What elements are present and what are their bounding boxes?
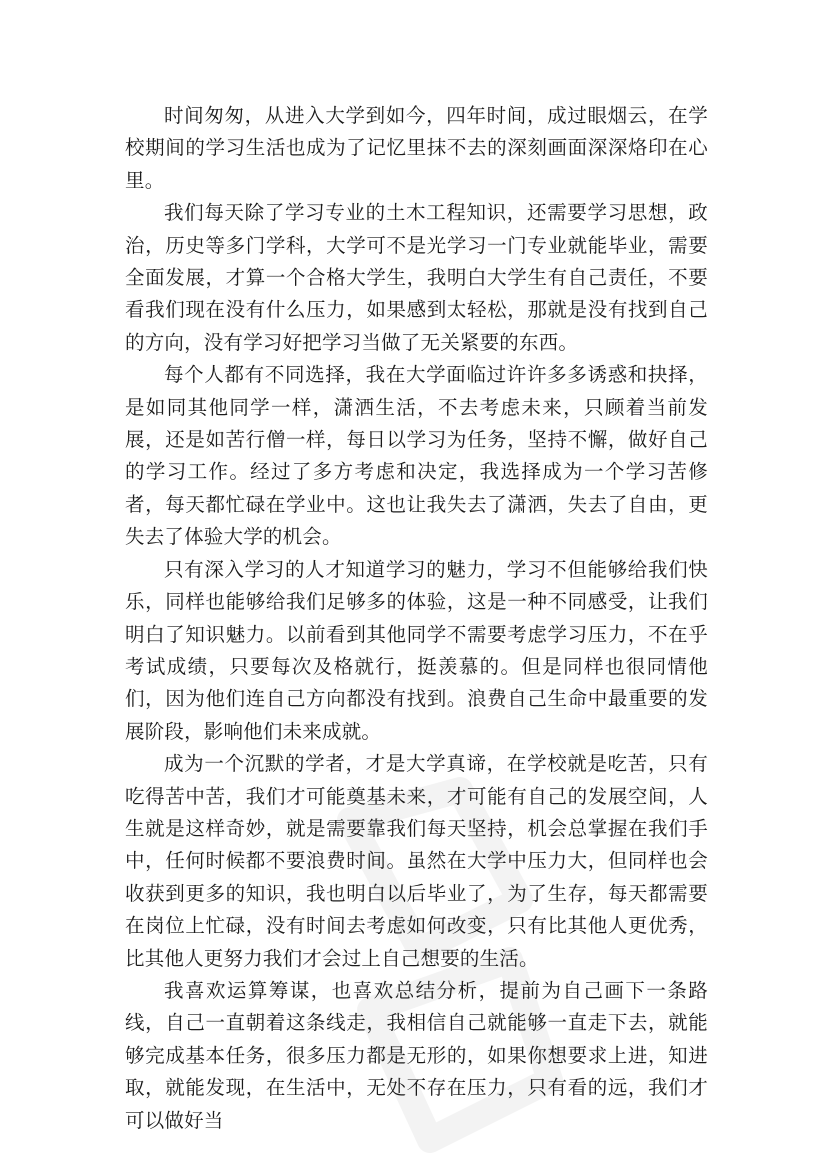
paragraph-2: 我们每天除了学习专业的土木工程知识，还需要学习思想，政治，历史等多门学科，大学可不是光学习一门专业就能毕业，需要全面发展，才算一个合格大学生，我明白大学生有自己责任，不要看我们现在没有什么压力，如果感到太轻松，那就是没有找到自己的方向，没有学习好把学习当做了无关紧要的东西。 bbox=[125, 201, 708, 354]
document-body bbox=[125, 100, 708, 1137]
paragraph-3: 每个人都有不同选择，我在大学面临过许许多多诱惑和抉择，是如同其他同学一样，潇洒生活，不去考虑未来，只顾着当前发展，还是如苦行僧一样，每日以学习为任务，坚持不懈，做好自己的学习工作。经过了多方考虑和决定，我选择成为一个学习苦修者，每天都忙碌在学业中。这也让我失去了潇洒，失去了自由，更失去了体验大学的机会。 bbox=[125, 363, 708, 549]
paragraph-1: 时间匆匆，从进入大学到如今，四年时间，成过眼烟云，在学校期间的学习生活也成为了记忆里抹不去的深刻画面深深烙印在心里。 bbox=[125, 104, 708, 192]
paragraph-6: 我喜欢运算筹谋，也喜欢总结分析，提前为自己画下一条路线，自己一直朝着这条线走，我相信自己就能够一直走下去，就能够完成基本任务，很多压力都是无形的，如果你想要求上进，知进取，就能发现，在生活中，无处不存在压力，只有看的远，我们才可以做好当 bbox=[125, 978, 708, 1132]
paragraph-4: 只有深入学习的人才知道学习的魅力，学习不但能够给我们快乐，同样也能够给我们足够多的体验，这是一种不同感受，让我们明白了知识魅力。以前看到其他同学不需要考虑学习压力，不在乎考试成绩，只要每次及格就行，挺羡慕的。但是同样也很同情他们，因为他们连自己方向都没有找到。浪费自己生命中最重要的发展阶段，影响他们未来成就。 bbox=[125, 557, 708, 743]
paragraph-5: 成为一个沉默的学者，才是大学真谛，在学校就是吃苦，只有吃得苦中苦，我们才可能奠基未来，才可能有自己的发展空间，人生就是这样奇妙，就是需要靠我们每天坚持，机会总掌握在我们手中，任何时候都不要浪费时间。虽然在大学中压力大，但同样也会收获到更多的知识，我也明白以后毕业了，为了生存，每天都需要在岗位上忙碌，没有时间去考虑如何改变，只有比其他人更优秀，比其他人更努力我们才会过上自己想要的生活。 bbox=[125, 752, 708, 970]
